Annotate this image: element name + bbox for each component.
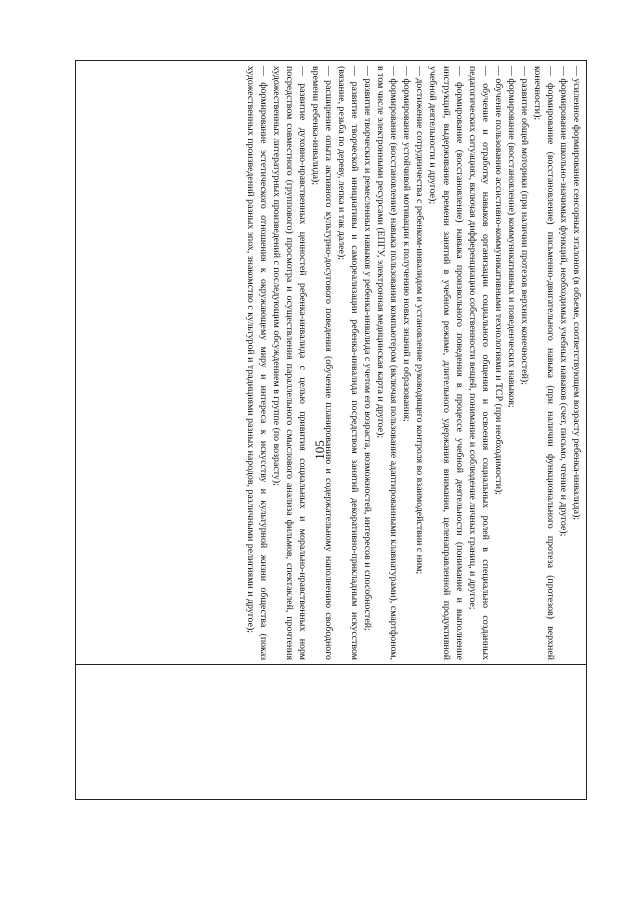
list-item: — формирование школьно-значимых функций, необходимых учебных навыков (счет, письмо, чтение и другое); (557, 66, 569, 537)
list-item: — расширение опыта активного культурно-досугового поведения (обучение планированию и содержательному наполнению свободного времени ребенка-инвалида); (310, 66, 335, 660)
list-item: — формирование устойчивой мотивации к получению новых знаний и образования; (401, 66, 413, 422)
list-item: — усиленное формирование сенсорных эталонов (в объеме, соответствующем возрасту ребенка-инвалида); (571, 66, 582, 520)
list-item: — обучение пользованию ассистивно-коммуникативными технологиями и ТСР (при необходимости); (492, 66, 504, 496)
list-item: — развитие духовно-нравственных ценностей ребенка-инвалида с целью привития социальных и морально-нравственных норм посредством совместного (группового) просмотра и осуществления параллельного смыслового анализа фильмов, спектаклей, прочтения художественных литературных произведений с последующим обсуждением в группе (по возрасту); (270, 66, 309, 660)
list-item: — формирование (восстановление) коммуникативных и поведенческих навыков; (505, 66, 517, 408)
list-item: — развитие творческой инициативы и самореализации ребенка-инвалида посредством занятий декоративно-прикладным искусством (вязание, резьба по дереву, лепка и так далее); (336, 66, 361, 660)
list-item: — формирование эстетического отношения к окружающему миру и интереса к искусству и культурной жизни общества (показ художественных произведений разных эпох, знакомство с культурой и традициями разных народов, различными религиями и другое); (244, 66, 269, 660)
list-item: — формирование (восстановление) навыка пользования компьютером (включая пользование адаптированными клавиатурами), смартфоном, в том числе электронными ресурсами (ЕПГУ, электронная медицинская карта и другое); (375, 66, 400, 660)
list-item: — формирование (восстановление) письменно-двигательного навыка (при наличии функционального протеза (протезов) верхней конечности); (531, 66, 556, 660)
list-item: — развитие общей моторики (при наличии протезов верхних конечностей); (518, 66, 530, 385)
rotated-page-content (75, 60, 587, 800)
list-item: — развитие творческих и ремесленных навыков у ребенка-инвалида с учетом его возраста, возможностей, интересов и способностей; (362, 66, 374, 631)
list-item: — достижение сотрудничества с ребенком-инвалидом и установление руководящего контроля во взаимодействии с ним; (414, 66, 426, 575)
table-cell-text (76, 61, 586, 665)
list-item: — обучение и отработку навыков организации социального общения и освоения социальных ролей в специально созданных педагогических ситуациях, включая дифференциацию собственности вещей, понимание и соблюдение личных границ, и другое; (466, 66, 491, 660)
document-table (75, 60, 587, 800)
page-number: 105 (312, 440, 327, 460)
table-cell-empty (76, 665, 586, 799)
list-item: — формирование (восстановление) навыка произвольного поведения в процессе учебной деятельности (понимание и выполнение инструкций, выдерживание времени занятий в учебном режиме, длительного удержания внимания, целенаправленной продуктивной учебной деятельности и другое); (427, 66, 465, 660)
